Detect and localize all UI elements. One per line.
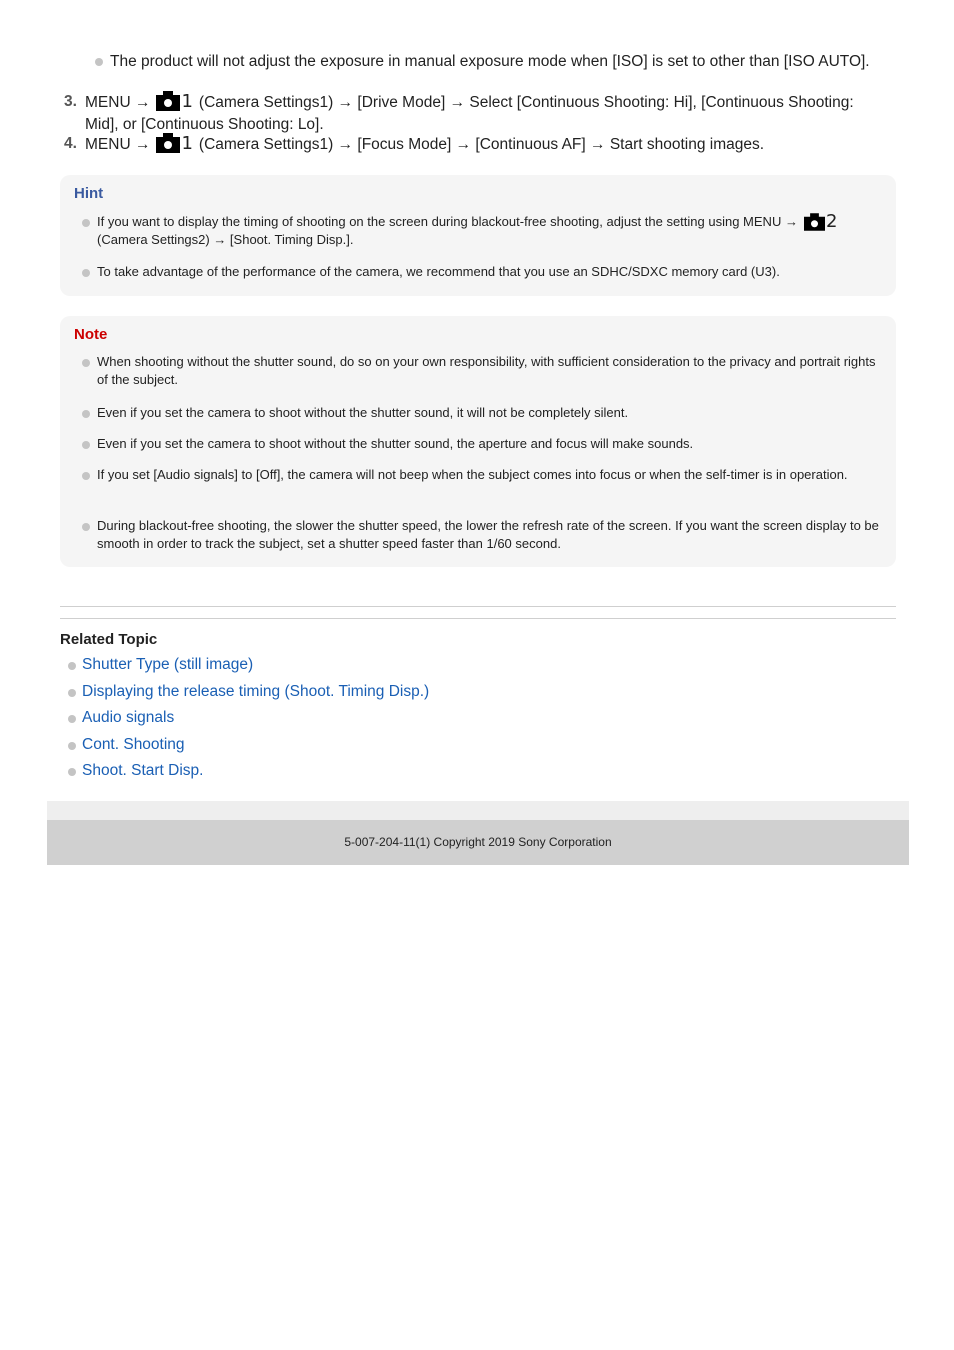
hint-title: Hint (74, 185, 104, 202)
bullet-icon (82, 523, 90, 531)
hint-text: To take advantage of the performance of the camera, we recommend that you use an SDHC/SDXC memory card (U3). (97, 264, 780, 279)
footer-spacer (47, 801, 909, 820)
bullet-icon (82, 219, 90, 227)
hint-text-after: (Camera Settings2) → [Shoot. Timing Disp.]. (97, 232, 354, 247)
step-text: (Camera Settings1) → [Drive Mode] → Select [Continuous Shooting: Hi], [Continuous Shooting: Mid], or [Continuous Shooting: Lo]. (85, 94, 854, 133)
hint-text-before: If you want to display the timing of shooting on the screen during blackout-free shooting, adjust the setting using MENU → (97, 214, 798, 229)
bullet-icon (82, 359, 90, 367)
bullet-icon (82, 472, 90, 480)
step-number: 3. (64, 93, 77, 110)
camera-settings-icon: 2 (804, 213, 837, 231)
note-text: If you set [Audio signals] to [Off], the camera will not beep when the subject comes into focus or when the self-timer is in operation. (97, 467, 848, 482)
related-link-release-timing[interactable]: Displaying the release timing (Shoot. Timing Disp.) (82, 683, 430, 700)
related-link-shutter-type[interactable]: Shutter Type (still image) (82, 656, 254, 673)
bullet-icon (82, 410, 90, 418)
note-text: When shooting without the shutter sound, do so on your own responsibility, with sufficient consideration to the privacy and portrait rights of the subject. (97, 354, 876, 387)
related-link-audio-signals[interactable]: Audio signals (82, 709, 175, 726)
step-prefix: MENU → (85, 94, 151, 111)
note-text: Even if you set the camera to shoot without the shutter sound, it will not be completely silent. (97, 405, 629, 420)
bullet-icon (68, 662, 76, 670)
bullet-icon (68, 768, 76, 776)
note-text: During blackout-free shooting, the slower the shutter speed, the lower the refresh rate of the screen. If you want the screen display to be smooth in order to track the subject, set a shutter speed faster than 1/60 second. (97, 518, 879, 551)
step-prefix: MENU → (85, 136, 151, 153)
step-number: 4. (64, 135, 77, 152)
copyright-text: 5-007-204-11(1) Copyright 2019 Sony Corporation (344, 835, 612, 849)
step-text: (Camera Settings1) → [Focus Mode] → [Continuous AF] → Start shooting images. (198, 136, 765, 153)
related-link-cont-shooting[interactable]: Cont. Shooting (82, 736, 185, 753)
step-body (85, 91, 880, 136)
bullet-icon (68, 689, 76, 697)
exposure-note-text: The product will not adjust the exposure in manual exposure mode when [ISO] is set to other than [ISO AUTO]. (110, 53, 870, 70)
bullet-icon (82, 269, 90, 277)
note-title: Note (74, 326, 108, 343)
footer (47, 820, 909, 865)
bullet-icon (68, 742, 76, 750)
divider (60, 618, 896, 619)
note-box (60, 316, 896, 567)
related-link-shoot-start-disp[interactable]: Shoot. Start Disp. (82, 762, 204, 779)
bullet-icon (68, 715, 76, 723)
step-body (85, 133, 880, 156)
related-topic-title: Related Topic (60, 631, 158, 648)
camera-settings-icon: 1 (156, 91, 192, 111)
hint-box (60, 175, 896, 296)
bullet-icon (95, 58, 103, 66)
divider (60, 606, 896, 607)
camera-settings-icon: 1 (156, 133, 192, 153)
bullet-icon (82, 441, 90, 449)
note-text: Even if you set the camera to shoot without the shutter sound, the aperture and focus will make sounds. (97, 436, 694, 451)
